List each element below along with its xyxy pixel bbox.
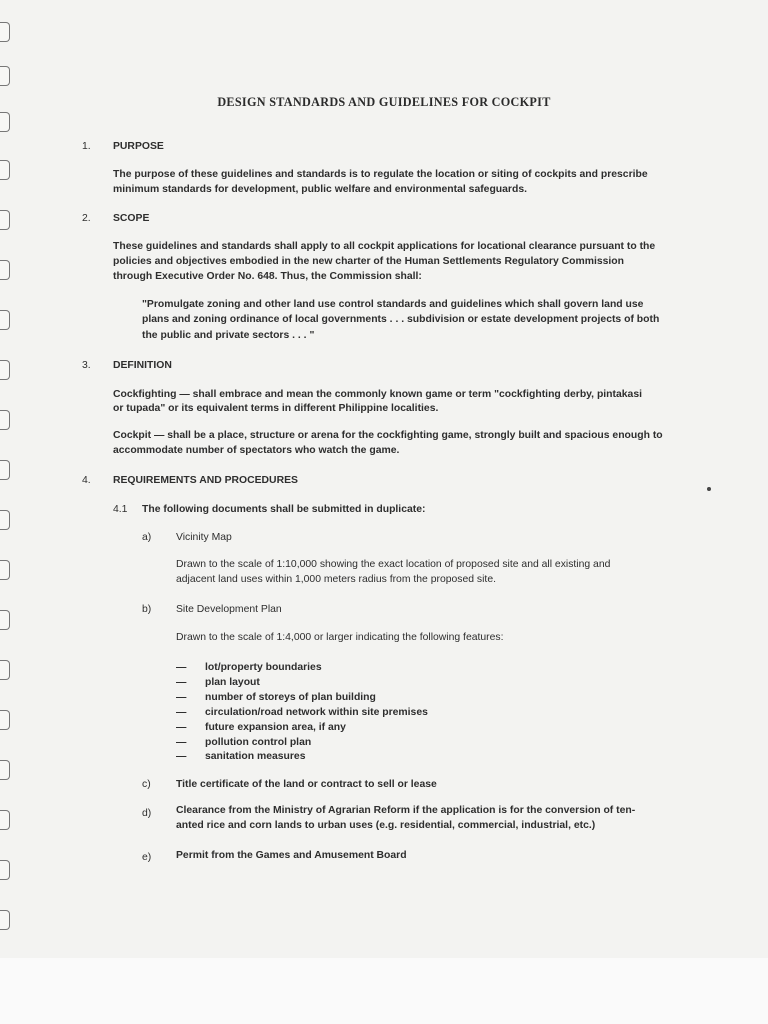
body-line: or tupada" or its equivalent terms in different Philippine localities. [113, 403, 439, 414]
section-number: 3. [82, 360, 91, 371]
bullet-dash: — [176, 722, 187, 733]
item-label: a) [142, 532, 152, 543]
section-heading-scope: SCOPE [113, 213, 150, 224]
binder-hole [0, 610, 10, 630]
feature-item: number of storeys of plan building [205, 692, 376, 703]
body-line: The purpose of these guidelines and standards is to regulate the location or siting of cockpits and prescribe [113, 169, 648, 180]
section-number: 2. [82, 213, 91, 224]
subsection-number: 4.1 [113, 504, 128, 515]
body-line: through Executive Order No. 648. Thus, the Commission shall: [113, 271, 422, 282]
item-line: Permit from the Games and Amusement Board [176, 850, 407, 861]
binder-hole [0, 460, 10, 480]
item-line: Drawn to the scale of 1:10,000 showing the exact location of proposed site and all existing and [176, 559, 611, 570]
binder-hole [0, 360, 10, 380]
ink-speck [707, 487, 711, 491]
quote-line: plans and zoning ordinance of local governments . . . subdivision or estate development projects of both [142, 314, 660, 325]
binder-hole [0, 560, 10, 580]
binder-hole [0, 710, 10, 730]
body-line: minimum standards for development, public welfare and environmental safeguards. [113, 184, 527, 195]
body-line: These guidelines and standards shall apply to all cockpit applications for locational clearance pursuant to the [113, 241, 656, 252]
binder-hole [0, 760, 10, 780]
bullet-dash: — [176, 692, 187, 703]
binder-hole [0, 22, 10, 42]
binder-hole [0, 660, 10, 680]
binder-hole [0, 160, 10, 180]
binder-hole [0, 910, 10, 930]
binder-hole [0, 310, 10, 330]
binder-hole [0, 510, 10, 530]
binder-hole [0, 112, 10, 132]
binder-hole [0, 810, 10, 830]
item-line: anted rice and corn lands to urban uses (e.g. residential, commercial, industrial, etc.) [176, 820, 596, 831]
item-line: Title certificate of the land or contract to sell or lease [176, 779, 437, 790]
feature-item: future expansion area, if any [205, 722, 346, 733]
bullet-dash: — [176, 662, 187, 673]
binder-hole [0, 66, 10, 86]
binder-hole [0, 210, 10, 230]
item-title: Vicinity Map [176, 532, 232, 543]
body-line: Cockpit — shall be a place, structure or arena for the cockfighting game, strongly built and spacious enough to [113, 430, 663, 441]
item-title: Site Development Plan [176, 604, 282, 615]
document-title: DESIGN STANDARDS AND GUIDELINES FOR COCKPIT [217, 95, 551, 109]
bullet-dash: — [176, 737, 187, 748]
body-line: Cockfighting — shall embrace and mean the commonly known game or term "cockfighting derby, pintakasi [113, 389, 642, 400]
item-label: c) [142, 779, 151, 790]
quote-line: the public and private sectors . . . " [142, 330, 315, 341]
binder-hole [0, 260, 10, 280]
section-number: 4. [82, 475, 91, 486]
item-line: Drawn to the scale of 1:4,000 or larger indicating the following features: [176, 632, 504, 643]
item-label: b) [142, 604, 152, 615]
item-label: d) [142, 808, 152, 819]
feature-item: circulation/road network within site premises [205, 707, 428, 718]
page-background [0, 958, 768, 1024]
bullet-dash: — [176, 751, 187, 762]
section-heading-purpose: PURPOSE [113, 141, 164, 152]
section-number: 1. [82, 141, 91, 152]
body-line: policies and objectives embodied in the new charter of the Human Settlements Regulatory Commission [113, 256, 624, 267]
quote-line: "Promulgate zoning and other land use control standards and guidelines which shall govern land use [142, 299, 644, 310]
binder-hole [0, 860, 10, 880]
feature-item: lot/property boundaries [205, 662, 322, 673]
feature-item: sanitation measures [205, 751, 306, 762]
section-heading-definition: DEFINITION [113, 360, 172, 371]
item-label: e) [142, 852, 152, 863]
binder-hole [0, 410, 10, 430]
body-line: accommodate number of spectators who watch the game. [113, 445, 400, 456]
subsection-text: The following documents shall be submitted in duplicate: [142, 504, 426, 515]
bullet-dash: — [176, 677, 187, 688]
section-heading-requirements: REQUIREMENTS AND PROCEDURES [113, 475, 298, 486]
bullet-dash: — [176, 707, 187, 718]
feature-item: plan layout [205, 677, 260, 688]
feature-item: pollution control plan [205, 737, 312, 748]
item-line: adjacent land uses within 1,000 meters radius from the proposed site. [176, 574, 496, 585]
item-line: Clearance from the Ministry of Agrarian Reform if the application is for the conversion of ten- [176, 805, 636, 816]
